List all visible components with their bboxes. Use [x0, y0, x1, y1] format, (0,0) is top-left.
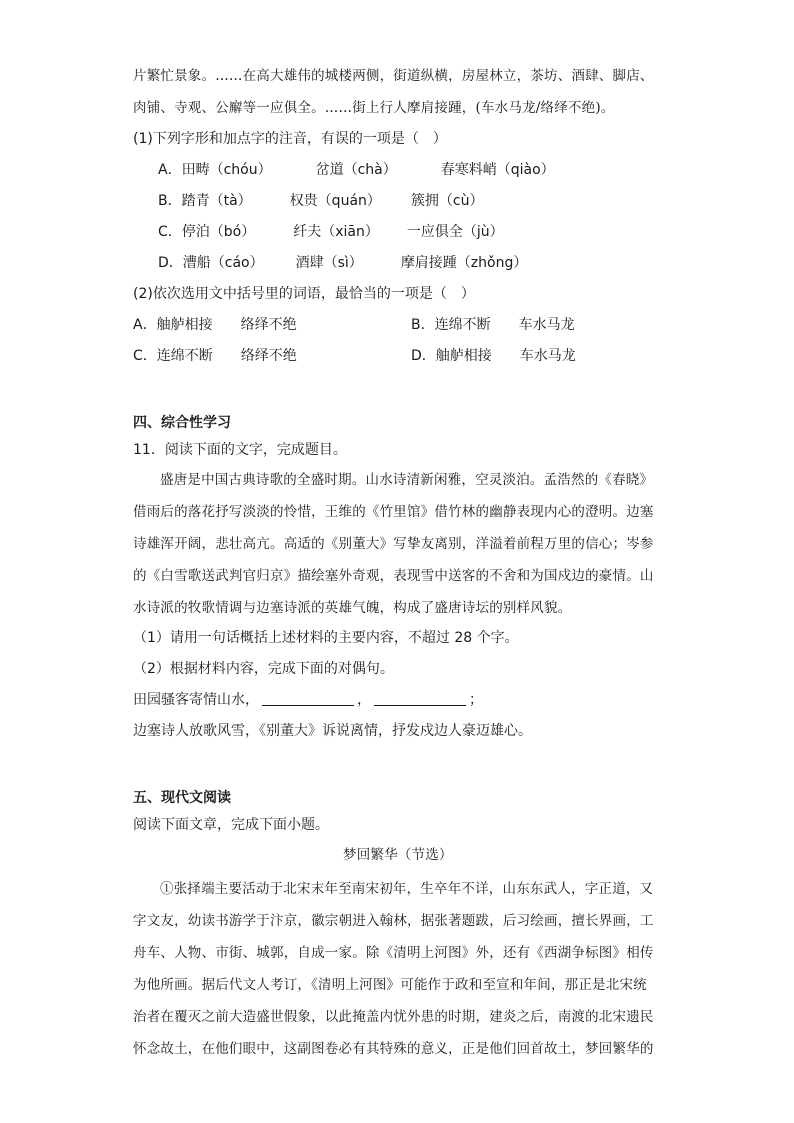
answer-blank-1[interactable] — [262, 691, 354, 706]
q2-option-c[interactable] — [133, 346, 297, 366]
passage-line: 盛唐是中国古典诗歌的全盛时期。山水诗清新闲雅，空灵淡泊。孟浩然的《春晓》 — [160, 472, 654, 488]
article-title: 梦回繁华（节选） — [343, 847, 453, 863]
q2-option-b[interactable] — [411, 315, 575, 335]
option-word: 漕船（cáo） — [182, 255, 264, 271]
couplet-prefix: 田园骚客寄情山水， — [133, 692, 259, 708]
option-word: 连绵不断 — [434, 317, 491, 333]
passage-line: 水诗派的牧歌情调与边塞诗派的英雄气魄，构成了盛唐诗坛的别样风貌。 — [133, 600, 572, 616]
passage-line: 片繁忙景象。……在高大雄伟的城楼两侧，街道纵横，房屋林立，茶坊、酒肆、脚店、 — [133, 68, 654, 84]
option-word: 岔道（chà） — [315, 162, 397, 178]
section-intro: 阅读下面文章，完成下面小题。 — [133, 817, 329, 833]
option-letter: D． — [411, 348, 436, 364]
passage-line: 借雨后的落花抒写淡淡的怜惜，王维的《竹里馆》借竹林的幽静表现内心的澄明。边塞 — [133, 504, 654, 520]
option-letter: C． — [133, 348, 157, 364]
section-heading: 五、现代文阅读 — [133, 790, 231, 806]
option-word: 车水马龙 — [518, 317, 575, 333]
passage-line: 舟车、人物、市街、城郭，自成一家。除《清明上河图》外，还有《西湖争标图》相传 — [133, 945, 654, 961]
passage-line: 为他所画。据后代文人考订，《清明上河图》可能作于政和至宣和年间，那正是北宋统 — [133, 977, 647, 993]
passage-line: 肉铺、寺观、公廨等一应俱全。……街上行人摩肩接踵，(车水马龙/络绎不绝)。 — [133, 100, 615, 116]
q1-option-c[interactable] — [158, 222, 504, 242]
couplet-line-1 — [133, 690, 483, 710]
option-word: 酒肆（sì） — [295, 255, 363, 271]
question-1-stem: (1)下列字形和加点字的注音，有误的一项是（ ） — [133, 131, 447, 147]
option-word: 车水马龙 — [519, 348, 576, 364]
option-word: 络绎不绝 — [240, 348, 297, 364]
option-letter: A． — [158, 162, 182, 178]
option-word: 络绎不绝 — [240, 317, 297, 333]
question-2-stem: (2)依次选用文中括号里的词语，最恰当的一项是（ ） — [133, 286, 475, 302]
q1-option-a[interactable] — [158, 160, 555, 180]
option-word: 踏青（tà） — [181, 193, 252, 209]
option-word: 停泊（bó） — [181, 224, 256, 240]
option-word: 一应俱全（jù） — [406, 224, 504, 240]
passage-line: 字文友，幼读书游学于汴京，徽宗朝进入翰林，据张著题跋，后习绘画，擅长界画，工 — [133, 913, 654, 929]
q2-option-a[interactable] — [133, 315, 297, 335]
option-word: 连绵不断 — [156, 348, 213, 364]
passage-line: 的《白雪歌送武判官归京》描绘塞外奇观，表现雪中送客的不舍和为国戍边的豪情。山 — [133, 568, 654, 584]
option-letter: B． — [158, 193, 182, 209]
couplet-comma: ， — [357, 692, 371, 708]
option-word: 簇拥（cù） — [410, 193, 484, 209]
sub-question-1: （1）请用一句话概括上述材料的主要内容，不超过 28 个字。 — [133, 630, 519, 646]
passage-line: 治者在覆灭之前大造盛世假象，以此掩盖内忧外患的时期，建炎之后，南渡的北宋遗民 — [133, 1009, 654, 1025]
sub-question-2: （2）根据材料内容，完成下面的对偶句。 — [133, 661, 394, 677]
option-letter: A． — [133, 317, 157, 333]
q1-option-b[interactable] — [158, 191, 483, 211]
option-word: 摩肩接踵（zhǒng） — [400, 255, 528, 271]
option-word: 田畴（chóu） — [181, 162, 272, 178]
couplet-line-2: 边塞诗人放歌风雪，《别董大》诉说离情，抒发戍边人豪迈雄心。 — [133, 723, 532, 739]
option-word: 权贵（quán） — [289, 193, 381, 209]
section-heading: 四、综合性学习 — [133, 415, 231, 431]
passage-line: 怀念故土，在他们眼中，这副图卷必有其特殊的意义，正是他们回首故土，梦回繁华的 — [133, 1041, 654, 1057]
option-word: 舳舻相接 — [435, 348, 492, 364]
option-letter: D． — [158, 255, 183, 271]
q1-option-d[interactable] — [158, 253, 527, 273]
option-letter: B． — [411, 317, 435, 333]
question-11-stem: 11．阅读下面的文字，完成题目。 — [133, 442, 347, 458]
couplet-semicolon: ； — [469, 692, 483, 708]
option-word: 纤夫（xiān） — [293, 224, 379, 240]
option-word: 春寒料峭（qiào） — [440, 162, 555, 178]
passage-line: 诗雄浑开阔，悲壮高亢。高适的《别董大》写挚友离别，洋溢着前程万里的信心；岑参 — [133, 536, 654, 552]
option-letter: C． — [158, 224, 182, 240]
q2-option-d[interactable] — [411, 346, 576, 366]
passage-line: ①张择端主要活动于北宋末年至南宋初年，生卒年不详，山东东武人，字正道，又 — [160, 881, 654, 897]
answer-blank-2[interactable] — [374, 691, 466, 706]
option-word: 舳舻相接 — [156, 317, 213, 333]
